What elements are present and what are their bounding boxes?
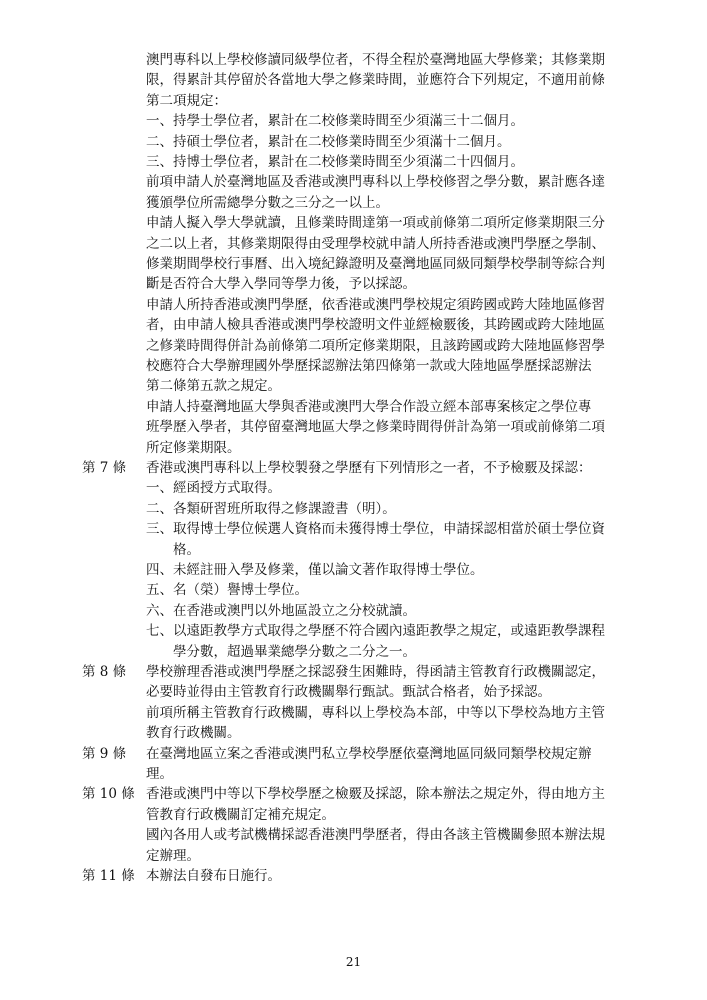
article-paragraph [146,784,605,825]
paragraph [146,152,524,172]
text-line: 學校辦理香港或澳門學歷之採認發生困難時，得函請主管教育行政機關認定， [146,664,605,680]
paragraph [146,111,524,131]
text-line: 本辦法自發布日施行。 [146,868,281,884]
article-paragraph [146,703,605,744]
article-label: 第 8 條 [82,664,127,680]
article-paragraph [146,580,308,600]
text-line: 申請人擬入學大學就讀，且修業時間達第一項或前條第二項所定修業期限三分 [146,215,605,232]
text-line: 教育行政機關。 [146,725,241,742]
text-line: 定辦理。 [146,847,200,864]
text-line: 第二條第五款之規定。 [146,378,281,395]
text-line: 六、在香港或澳門以外地區設立之分校就讀。 [146,602,416,619]
text-line: 管教育行政機關訂定補充規定。 [146,806,335,823]
paragraph [146,295,605,397]
text-line: 二、持碩士學位者，累計在二校修業時間至少須滿十二個月。 [146,133,511,150]
text-line: 七、以遠距教學方式取得之學歷不符合國內遠距教學之規定，或遠距教學課程 [146,623,605,640]
text-line: 申請人持臺灣地區大學與香港或澳門大學合作設立經本部專案核定之學位專 [146,398,592,415]
page-number: 21 [345,955,362,969]
article-paragraph [146,499,396,519]
text-line: 申請人所持香港或澳門學歷，依香港或澳門學校規定須跨國或跨大陸地區修習 [146,296,605,313]
text-line: 者，由申請人檢具香港或澳門學校證明文件並經檢覈後，其跨國或跨大陸地區 [146,317,605,334]
paragraph [146,213,605,295]
text-line: 格。 [146,541,200,558]
text-line: 二、各類研習班所取得之修課證書（明）。 [146,500,396,517]
article-paragraph [146,478,281,498]
text-line: 一、經函授方式取得。 [146,480,281,497]
text-line: 修業期間學校行事曆、出入境紀錄證明及臺灣地區同級同類學校學制等綜合判 [146,255,605,272]
article-paragraph [146,458,592,478]
text-line: 三、持博士學位者，累計在二校修業時間至少須滿二十四個月。 [146,154,524,170]
text-line: 在臺灣地區立案之香港或澳門私立學校學歷依臺灣地區同級同類學校規定辦 [146,745,592,762]
text-line: 班學歷入學者，其停留臺灣地區大學之修業時間得併計為第一項或前條第二項 [146,419,605,436]
text-line: 澳門專科以上學校修讀同級學位者，不得全程於臺灣地區大學修業；其修業期 [146,52,605,68]
text-line: 學分數，超過畢業總學分數之二分之一。 [146,643,416,660]
article-paragraph [146,601,416,621]
text-line: 理。 [146,765,173,782]
paragraph [146,172,605,213]
text-line: 限，得累計其停留於各當地大學之修業時間，並應符合下列規定，不適用前條 [146,72,605,89]
text-line: 所定修業期限。 [146,439,241,456]
text-line: 一、持學士學位者，累計在二校修業時間至少須滿三十二個月。 [146,113,524,130]
paragraph [146,50,605,111]
text-line: 第二項規定： [146,92,227,109]
text-line: 香港或澳門專科以上學校製發之學歷有下列情形之一者，不予檢覈及採認： [146,460,592,476]
text-line: 之二以上者，其修業期限得由受理學校就申請人所持香港或澳門學歷之學制、 [146,235,605,252]
article-paragraph [146,744,592,785]
text-line: 國內各用人或考試機構採認香港澳門學歷者，得由各該主管機關參照本辦法規 [146,827,605,844]
text-line: 獲頒學位所需總學分數之三分之一以上。 [146,194,389,211]
article-paragraph [146,866,281,886]
article-label: 第 10 條 [82,786,135,803]
article-label: 第 11 條 [82,868,135,884]
text-line: 必要時並得由主管教育行政機關舉行甄試。甄試合格者，始予採認。 [146,684,551,701]
paragraph [146,132,511,152]
article-paragraph [146,621,605,662]
article-paragraph [146,662,605,703]
text-line: 香港或澳門中等以下學校學歷之檢覈及採認，除本辦法之規定外，得由地方主 [146,786,605,803]
text-line: 前項所稱主管教育行政機關，專科以上學校為本部，中等以下學校為地方主管 [146,704,605,721]
article-label: 第 7 條 [82,460,127,476]
text-line: 校應符合大學辦理國外學歷採認辦法第四條第一款或大陸地區學歷採認辦法 [146,357,592,374]
text-line: 五、名（榮）譽博士學位。 [146,582,308,599]
paragraph [146,397,605,458]
article-label: 第 9 條 [82,745,127,762]
article-paragraph [146,519,605,560]
text-line: 前項申請人於臺灣地區及香港或澳門專科以上學校修習之學分數，累計應各達 [146,174,605,191]
text-line: 斷是否符合大學入學同等學力後，予以採認。 [146,276,416,293]
article-paragraph [146,825,605,866]
article-paragraph [146,560,484,580]
text-line: 之修業時間得併計為前條第二項所定修業期限，且該跨國或跨大陸地區修習學 [146,337,605,354]
text-line: 四、未經註冊入學及修業，僅以論文著作取得博士學位。 [146,562,484,578]
text-line: 三、取得博士學位候選人資格而未獲得博士學位，申請採認相當於碩士學位資 [146,521,605,538]
